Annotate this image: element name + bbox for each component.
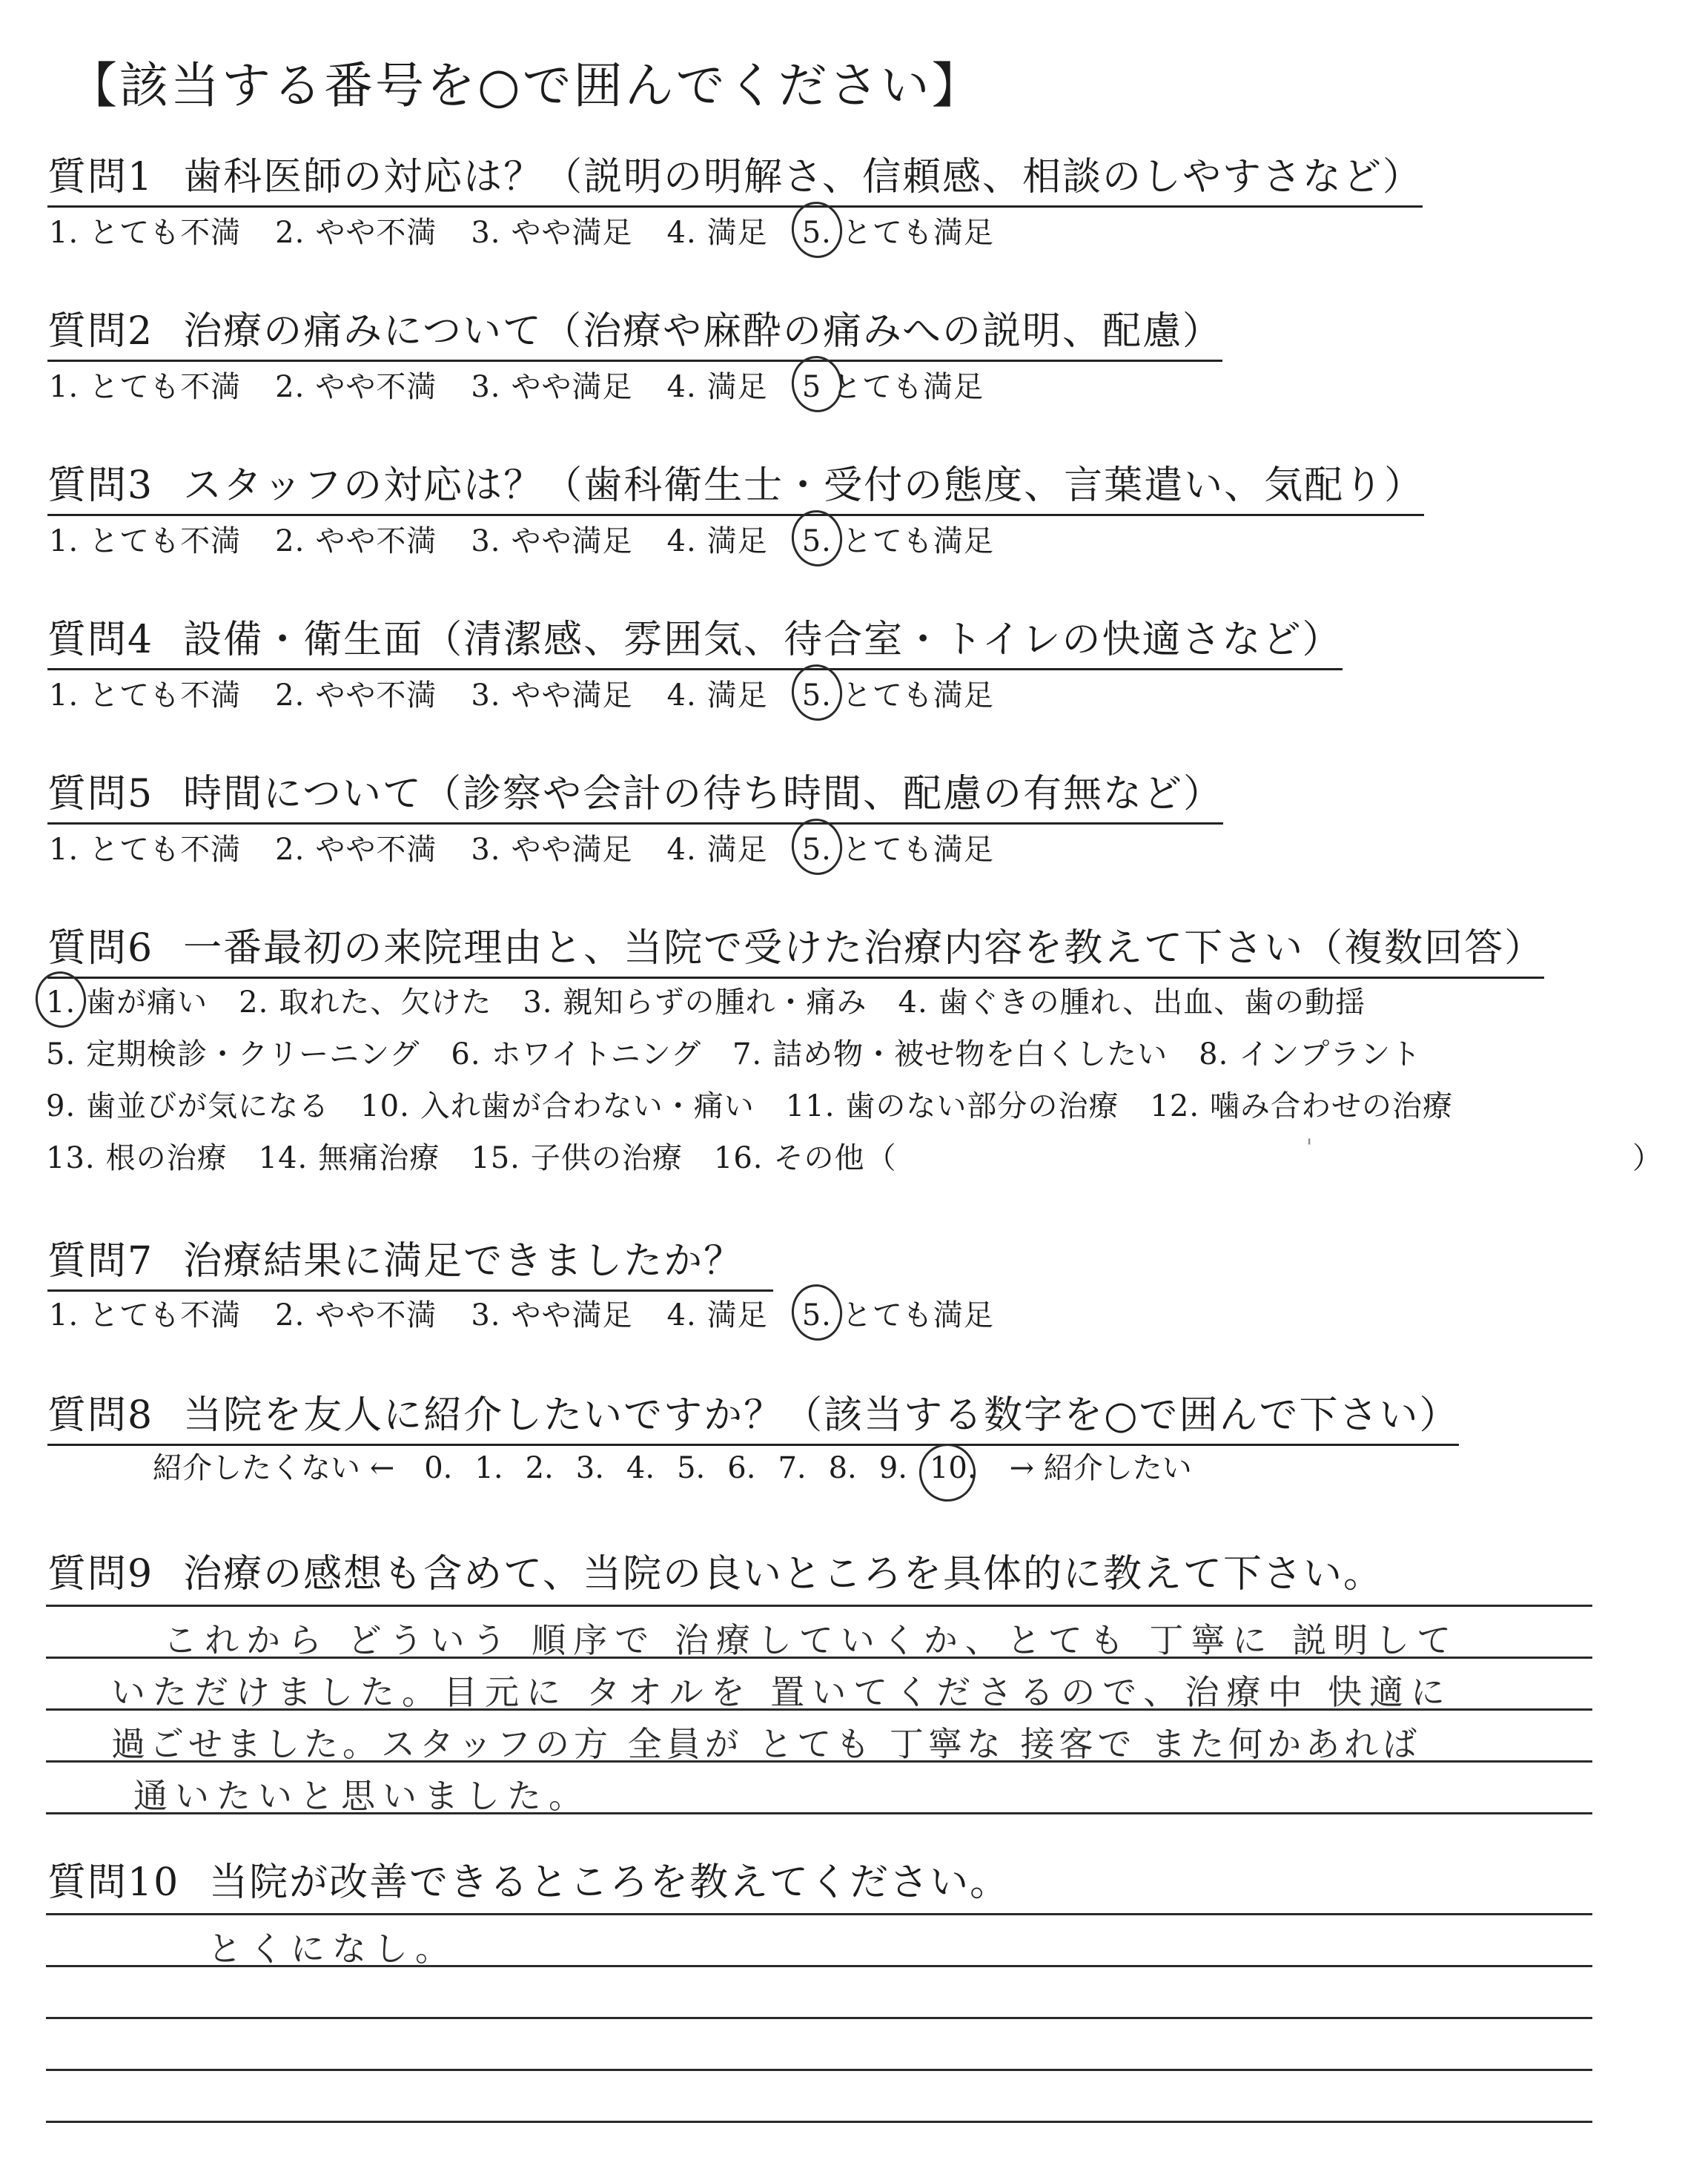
question-9-text: 治療の感想も含めて、当院の良いところを具体的に教えて下さい。 bbox=[183, 1552, 1384, 1596]
q6-option-8[interactable]: 8. インプラント bbox=[1199, 1037, 1422, 1071]
scale-7[interactable]: 7. bbox=[778, 1451, 807, 1485]
q3-option-4[interactable]: 4. 満足 bbox=[666, 524, 768, 558]
question-3-options bbox=[49, 518, 1028, 560]
scale-8[interactable]: 8. bbox=[828, 1451, 857, 1485]
question-3-label: 質問3 bbox=[47, 463, 154, 508]
q1-option-4[interactable]: 4. 満足 bbox=[666, 216, 768, 250]
q7-option-1[interactable]: 1. とても不満 bbox=[49, 1298, 242, 1332]
question-10-label: 質問10 bbox=[47, 1860, 180, 1905]
q9-answer-line-1: これから どういう 順序で 治療していくか、とても 丁寧に 説明して bbox=[163, 1620, 1459, 1660]
question-8-text: 当院を友人に紹介したいですか？（該当する数字を○で囲んで下さい） bbox=[183, 1393, 1460, 1438]
q1-option-2[interactable]: 2. やや不満 bbox=[275, 216, 437, 250]
question-4-heading bbox=[47, 608, 1343, 670]
q6-option-15[interactable]: 15. 子供の治療 bbox=[471, 1141, 683, 1175]
q6-option-14[interactable]: 14. 無痛治療 bbox=[258, 1141, 440, 1175]
question-4-options bbox=[49, 672, 1028, 714]
q2-option-5-selected[interactable]: 5 とても満足 bbox=[801, 370, 984, 404]
q1-option-1[interactable]: 1. とても不満 bbox=[49, 216, 242, 250]
q5-option-5-selected[interactable]: 5. とても満足 bbox=[801, 833, 994, 867]
q6-option-1-selected[interactable]: 1. 歯が痛い bbox=[46, 985, 208, 1020]
question-6-row-4 bbox=[46, 1135, 1662, 1177]
question-4-label: 質問4 bbox=[47, 618, 154, 662]
q5-option-1[interactable]: 1. とても不満 bbox=[49, 833, 242, 867]
q1-option-3[interactable]: 3. やや満足 bbox=[471, 216, 633, 250]
question-1-options bbox=[49, 209, 1028, 251]
question-2-label: 質問2 bbox=[47, 309, 154, 354]
scale-1[interactable]: 1. bbox=[474, 1451, 503, 1485]
q2-option-1[interactable]: 1. とても不満 bbox=[49, 370, 242, 404]
q6-option-6[interactable]: 6. ホワイトニング bbox=[451, 1037, 701, 1071]
scale-9[interactable]: 9. bbox=[878, 1451, 907, 1485]
question-6-row-3 bbox=[46, 1083, 1453, 1125]
q7-option-2[interactable]: 2. やや不満 bbox=[275, 1298, 437, 1332]
question-9-label: 質問9 bbox=[47, 1552, 154, 1596]
question-7-label: 質問7 bbox=[47, 1239, 154, 1284]
stray-mark: ' bbox=[1306, 1135, 1314, 1160]
q6-option-12[interactable]: 12. 噛み合わせの治療 bbox=[1150, 1089, 1454, 1123]
question-5-options bbox=[49, 826, 1028, 868]
question-6-row-2 bbox=[46, 1031, 1452, 1073]
answer-line bbox=[46, 2069, 1592, 2071]
q6-option-4[interactable]: 4. 歯ぐきの腫れ、出血、歯の動揺 bbox=[898, 985, 1366, 1020]
question-5-heading bbox=[47, 762, 1223, 825]
scale-high-label: → 紹介したい bbox=[1009, 1451, 1192, 1485]
q10-answer-line-1: とくになし。 bbox=[208, 1929, 457, 1969]
q6-option-10[interactable]: 10. 入れ歯が合わない・痛い bbox=[360, 1089, 755, 1123]
q3-option-2[interactable]: 2. やや不満 bbox=[275, 524, 437, 558]
q2-option-3[interactable]: 3. やや満足 bbox=[471, 370, 633, 404]
question-8-heading bbox=[47, 1384, 1459, 1446]
scale-0[interactable]: 0. bbox=[424, 1451, 453, 1485]
q3-option-5-selected[interactable]: 5. とても満足 bbox=[801, 524, 994, 558]
q1-option-5-selected[interactable]: 5. とても満足 bbox=[801, 216, 994, 250]
question-10-text: 当院が改善できるところを教えてください。 bbox=[209, 1860, 1010, 1905]
question-6-heading bbox=[47, 916, 1544, 979]
q4-option-2[interactable]: 2. やや不満 bbox=[275, 678, 437, 713]
q4-option-1[interactable]: 1. とても不満 bbox=[49, 678, 242, 713]
q3-option-1[interactable]: 1. とても不満 bbox=[49, 524, 242, 558]
q7-option-3[interactable]: 3. やや満足 bbox=[471, 1298, 633, 1332]
q6-option-13[interactable]: 13. 根の治療 bbox=[46, 1141, 228, 1175]
question-10-heading bbox=[47, 1851, 1010, 1911]
q7-option-5-selected[interactable]: 5. とても満足 bbox=[801, 1298, 994, 1332]
q4-option-5-selected[interactable]: 5. とても満足 bbox=[801, 678, 994, 713]
question-3-heading bbox=[47, 454, 1424, 516]
question-3-text: スタッフの対応は？（歯科衛生士・受付の態度、言葉遣い、気配り） bbox=[183, 463, 1425, 508]
q5-option-2[interactable]: 2. やや不満 bbox=[275, 833, 437, 867]
q9-answer-line-4: 通いたいと思いました。 bbox=[133, 1776, 590, 1816]
answer-line bbox=[46, 2121, 1592, 2123]
scale-4[interactable]: 4. bbox=[626, 1451, 655, 1485]
q4-option-3[interactable]: 3. やや満足 bbox=[471, 678, 633, 713]
q6-option-2[interactable]: 2. 取れた、欠けた bbox=[239, 985, 492, 1020]
q9-answer-line-3: 過ごせました。スタッフの方 全員が とても 丁寧な 接客で また何かあれば bbox=[111, 1724, 1422, 1764]
question-6-text: 一番最初の来院理由と、当院で受けた治療内容を教えて下さい（複数回答） bbox=[183, 926, 1545, 971]
question-1-heading bbox=[47, 145, 1423, 208]
q4-option-4[interactable]: 4. 満足 bbox=[666, 678, 768, 713]
q9-answer-line-2: いただけました。目元に タオルを 置いてくださるので、治療中 快適に bbox=[111, 1672, 1452, 1712]
scale-2[interactable]: 2. bbox=[525, 1451, 554, 1485]
question-2-heading bbox=[47, 300, 1222, 362]
question-6-label: 質問6 bbox=[47, 926, 154, 971]
question-9-heading bbox=[47, 1542, 1383, 1602]
scale-6[interactable]: 6. bbox=[727, 1451, 756, 1485]
question-7-options bbox=[49, 1292, 1028, 1334]
page-title: 【該当する番号を○で囲んでください】 bbox=[68, 57, 983, 114]
q6-option-3[interactable]: 3. 親知らずの腫れ・痛み bbox=[523, 985, 867, 1020]
other-close-paren: ） bbox=[1632, 1141, 1663, 1175]
scale-low-label: 紹介したくない ← bbox=[153, 1451, 395, 1485]
q6-option-11[interactable]: 11. 歯のない部分の治療 bbox=[785, 1089, 1119, 1123]
q6-option-16[interactable]: 16. その他（ bbox=[713, 1141, 897, 1175]
question-1-label: 質問1 bbox=[47, 155, 154, 199]
q5-option-3[interactable]: 3. やや満足 bbox=[471, 833, 633, 867]
answer-line bbox=[46, 1913, 1592, 1915]
q3-option-3[interactable]: 3. やや満足 bbox=[471, 524, 633, 558]
question-2-options bbox=[49, 363, 1018, 406]
question-8-scale bbox=[153, 1444, 1214, 1487]
q6-option-9[interactable]: 9. 歯並びが気になる bbox=[46, 1089, 330, 1123]
question-1-text: 歯科医師の対応は？（説明の明解さ、信頼感、相談のしやすさなど） bbox=[183, 155, 1423, 199]
question-8-label: 質問8 bbox=[47, 1393, 154, 1438]
question-5-text: 時間について（診察や会計の待ち時間、配慮の有無など） bbox=[183, 772, 1224, 816]
question-2-text: 治療の痛みについて（治療や麻酔の痛みへの説明、配慮） bbox=[183, 309, 1223, 354]
question-7-text: 治療結果に満足できましたか？ bbox=[183, 1239, 744, 1284]
scale-5[interactable]: 5. bbox=[677, 1451, 706, 1485]
q6-option-7[interactable]: 7. 詰め物・被せ物を白くしたい bbox=[732, 1037, 1168, 1071]
scale-10-selected[interactable]: 10. bbox=[929, 1451, 977, 1485]
scale-3[interactable]: 3. bbox=[575, 1451, 604, 1485]
answer-line bbox=[46, 2017, 1592, 2019]
q2-option-4[interactable]: 4. 満足 bbox=[666, 370, 768, 404]
answer-line bbox=[46, 1605, 1592, 1607]
q6-option-5[interactable]: 5. 定期検診・クリーニング bbox=[46, 1037, 420, 1071]
q7-option-4[interactable]: 4. 満足 bbox=[666, 1298, 768, 1332]
question-5-label: 質問5 bbox=[47, 772, 154, 816]
q2-option-2[interactable]: 2. やや不満 bbox=[275, 370, 437, 404]
question-7-heading bbox=[47, 1229, 773, 1292]
question-6-row-1 bbox=[46, 979, 1397, 1021]
other-open-paren: （ bbox=[866, 1141, 897, 1175]
question-4-text: 設備・衛生面（清潔感、雰囲気、待合室・トイレの快適さなど） bbox=[183, 618, 1343, 662]
q5-option-4[interactable]: 4. 満足 bbox=[666, 833, 768, 867]
